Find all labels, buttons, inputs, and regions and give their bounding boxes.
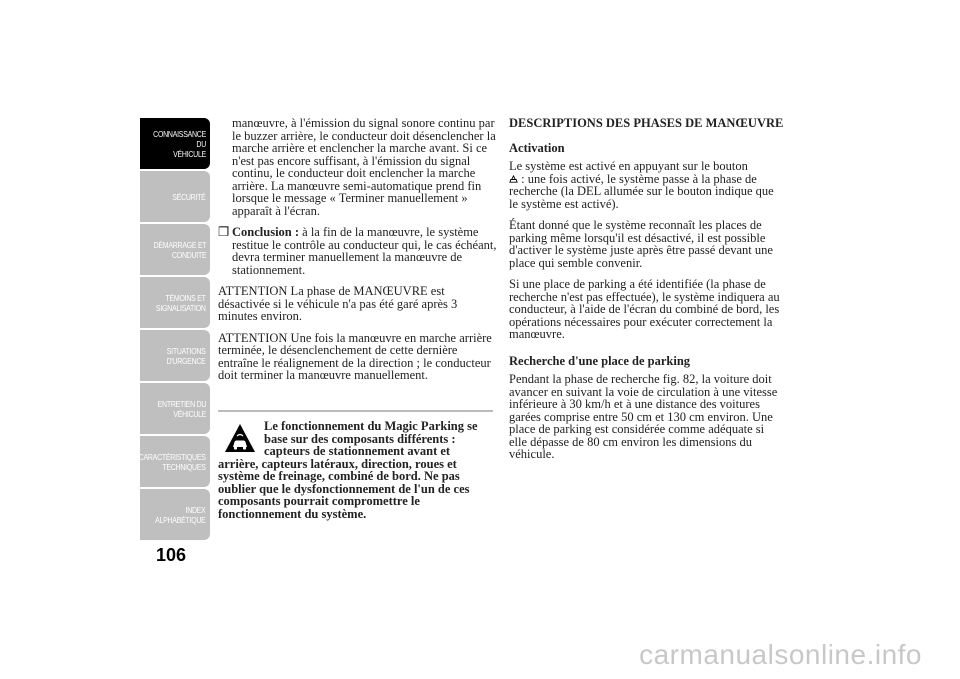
bullet-conclusion <box>218 226 498 276</box>
warning-text: Le fonctionnement du Magic Parking se base sur des composants différents : capteurs de stationnement avant et arrière, capteurs latéraux, direction, roues et système de freinage, combiné de bord. Ne pas oublier que le dysfonctionnement de l'un de ces composants pourrait compromettre le fonctionnement du système. <box>218 419 478 521</box>
activation-paragraph-2: Étant donné que le système reconnaît les places de parking même lorsqu'il est désactivé, il est possible d'activer le système juste après être passé devant une place qui semble convenir. <box>509 218 773 270</box>
search-title: Recherche d'une place de parking <box>509 353 691 368</box>
warning-car-icon <box>224 422 256 454</box>
chapter-sidebar <box>140 118 210 542</box>
watermark: carmanualsonline.info <box>639 639 922 670</box>
paragraph-manoeuvre: manœuvre, à l'émission du signal sonore continu par le buzzer arrière, le conducteur doit désenclencher la marche arrière et enclencher la marche avant. Si ce n'est pas encore suffisant, à l'émission du signal continu, le conducteur doit enclencher la marche arrière. La manœuvre semi-automatique prend fin lorsque le message « Terminer manuellement » apparaît à l'écran. <box>232 116 496 218</box>
tab-connaissance-du-vehicule[interactable]: CONNAISSANCE DU VÉHICULE <box>140 118 210 169</box>
tab-caracteristiques-techniques[interactable]: CARACTÉRISTIQUES TECHNIQUES <box>140 436 210 487</box>
parking-button-icon <box>509 175 518 184</box>
tab-index-alphabetique[interactable]: INDEX ALPHABÉTIQUE <box>140 489 210 540</box>
attention-paragraph-1: ATTENTION La phase de MANŒUVRE est désactivée si le véhicule n'a pas été garé après 3 minutes environ. <box>218 284 458 323</box>
tab-entretien-du-vehicule[interactable]: ENTRETIEN DU VÉHICULE <box>140 383 210 434</box>
section-heading: DESCRIPTIONS DES PHASES DE MANŒUVRE <box>509 116 784 130</box>
tab-temoins-et-signalisation[interactable]: TÉMOINS ET SIGNALISATION <box>140 277 210 328</box>
warning-box <box>218 410 493 520</box>
tab-situations-d-urgence[interactable]: SITUATIONS D'URGENCE <box>140 330 210 381</box>
activation-paragraph-1: Le système est activé en appuyant sur le bouton : une fois activé, le système passe à la phase de recherche (la DEL allumée sur le bouton indique que le système est activé). <box>509 159 774 211</box>
bullet-label: Conclusion : <box>232 225 300 239</box>
tab-securite[interactable]: SÉCURITÉ <box>140 171 210 222</box>
activation-title: Activation <box>509 140 565 155</box>
left-column <box>218 117 498 391</box>
page-number: 106 <box>156 545 187 565</box>
activation-paragraph-3: Si une place de parking a été identifiée (la phase de recherche n'est pas effectuée), le système indiquera au conducteur, à l'aide de l'écran du combiné de bord, les opérations nécessaires pour exécuter correctement la manœuvre. <box>509 277 780 341</box>
tab-demarrage-et-conduite[interactable]: DÉMARRAGE ET CONDUITE <box>140 224 210 275</box>
bullet-box: ❒ <box>218 225 230 239</box>
right-column <box>509 117 784 470</box>
search-paragraph: Pendant la phase de recherche fig. 82, la voiture doit avancer en suivant la voie de circulation à une vitesse inférieure à 30 km/h et à une distance des voitures garées comprise entre 50 cm et 130 cm environ. Une place de parking est considérée comme adéquate si elle dépasse de 80 cm environ les dimensions du véhicule. <box>509 372 778 461</box>
attention-paragraph-2: ATTENTION Une fois la manœuvre en marche arrière terminée, le désenclenchement de cette dernière entraîne le réalignement de la direction ; le conducteur doit terminer la manœuvre manuellement. <box>218 330 492 382</box>
bullet-text: à la fin de la manœuvre, le système restitue le contrôle au conducteur qui, le cas échéant, devra terminer manuellement la manœuvre de stationnement. <box>232 225 497 277</box>
